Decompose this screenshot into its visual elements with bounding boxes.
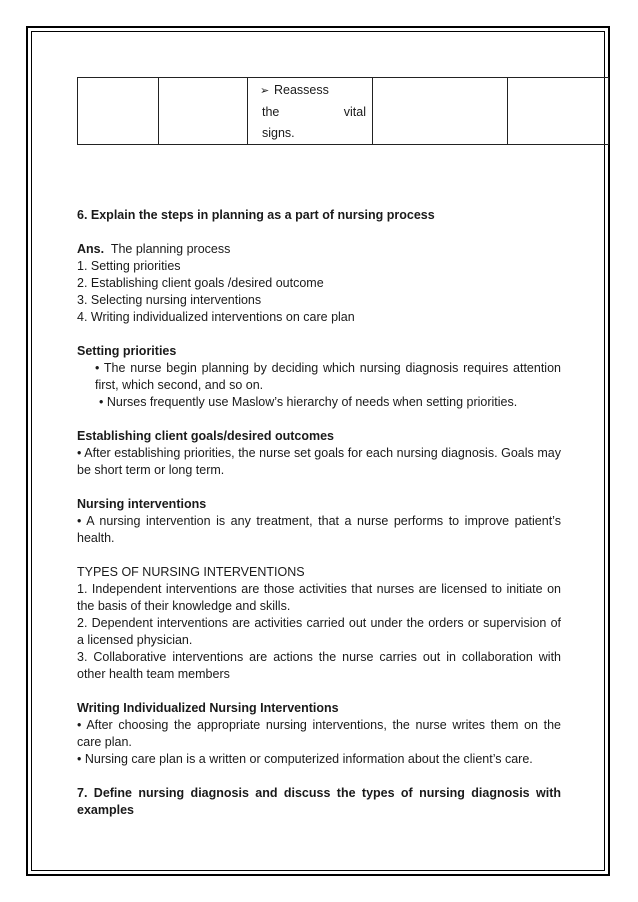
- question-6-title: 6. Explain the steps in planning as a part of nursing process: [77, 208, 435, 222]
- answer-line: [77, 241, 561, 258]
- cell-word: vital: [343, 105, 366, 119]
- bullet-item: • A nursing intervention is any treatment, that a nurse performs to improve patient’s health.: [77, 514, 561, 545]
- arrow-bullet-icon: ➢: [260, 85, 270, 97]
- table-cell: [373, 78, 508, 145]
- answer-text: The planning process: [110, 242, 231, 256]
- bullet-item: • The nurse begin planning by deciding which nursing diagnosis requires attention first, which second, and so on.: [95, 361, 561, 392]
- bullet-item: • After establishing priorities, the nurse set goals for each nursing diagnosis. Goals may be short term or long term.: [77, 446, 561, 477]
- document-body: [77, 77, 561, 819]
- table-cell: [78, 78, 159, 145]
- section-heading: Nursing interventions: [77, 497, 207, 511]
- bullet-item: • Nursing care plan is a written or computerized information about the client’s care.: [77, 752, 533, 766]
- list-item: 3. Collaborative interventions are actions the nurse carries out in collaboration with other health team members: [77, 650, 561, 681]
- answer-label: Ans.: [77, 242, 105, 256]
- cell-line: signs.: [262, 126, 295, 140]
- question-7-title: 7. Define nursing diagnosis and discuss the types of nursing diagnosis with examples: [77, 786, 561, 817]
- table-cell: [248, 78, 373, 145]
- bullet-item: • After choosing the appropriate nursing interventions, the nurse writes them on the care plan.: [77, 718, 561, 749]
- section-heading: TYPES OF NURSING INTERVENTIONS: [77, 565, 305, 579]
- list-item: 2. Dependent interventions are activities carried out under the orders or supervision of a licensed physician.: [77, 616, 561, 647]
- list-item: 1. Independent interventions are those activities that nurses are licensed to initiate on the basis of their knowledge and skills.: [77, 582, 561, 613]
- list-item: 3. Selecting nursing interventions: [77, 293, 262, 307]
- list-item: 1. Setting priorities: [77, 259, 181, 273]
- section-heading: Establishing client goals/desired outcomes: [77, 429, 335, 443]
- table-cell: [508, 78, 609, 145]
- intervention-cell-text: [248, 78, 372, 144]
- care-plan-table: [77, 77, 609, 145]
- cell-word: the: [262, 105, 280, 119]
- list-item: 4. Writing individualized interventions on care plan: [77, 310, 355, 324]
- table-cell: [159, 78, 248, 145]
- section-heading: Writing Individualized Nursing Interventions: [77, 701, 339, 715]
- bullet-item: • Nurses frequently use Maslow’s hierarchy of needs when setting priorities.: [99, 395, 518, 409]
- list-item: 2. Establishing client goals /desired outcome: [77, 276, 324, 290]
- table-row: [78, 78, 609, 145]
- section-heading: Setting priorities: [77, 344, 177, 358]
- cell-line: Reassess: [274, 83, 329, 97]
